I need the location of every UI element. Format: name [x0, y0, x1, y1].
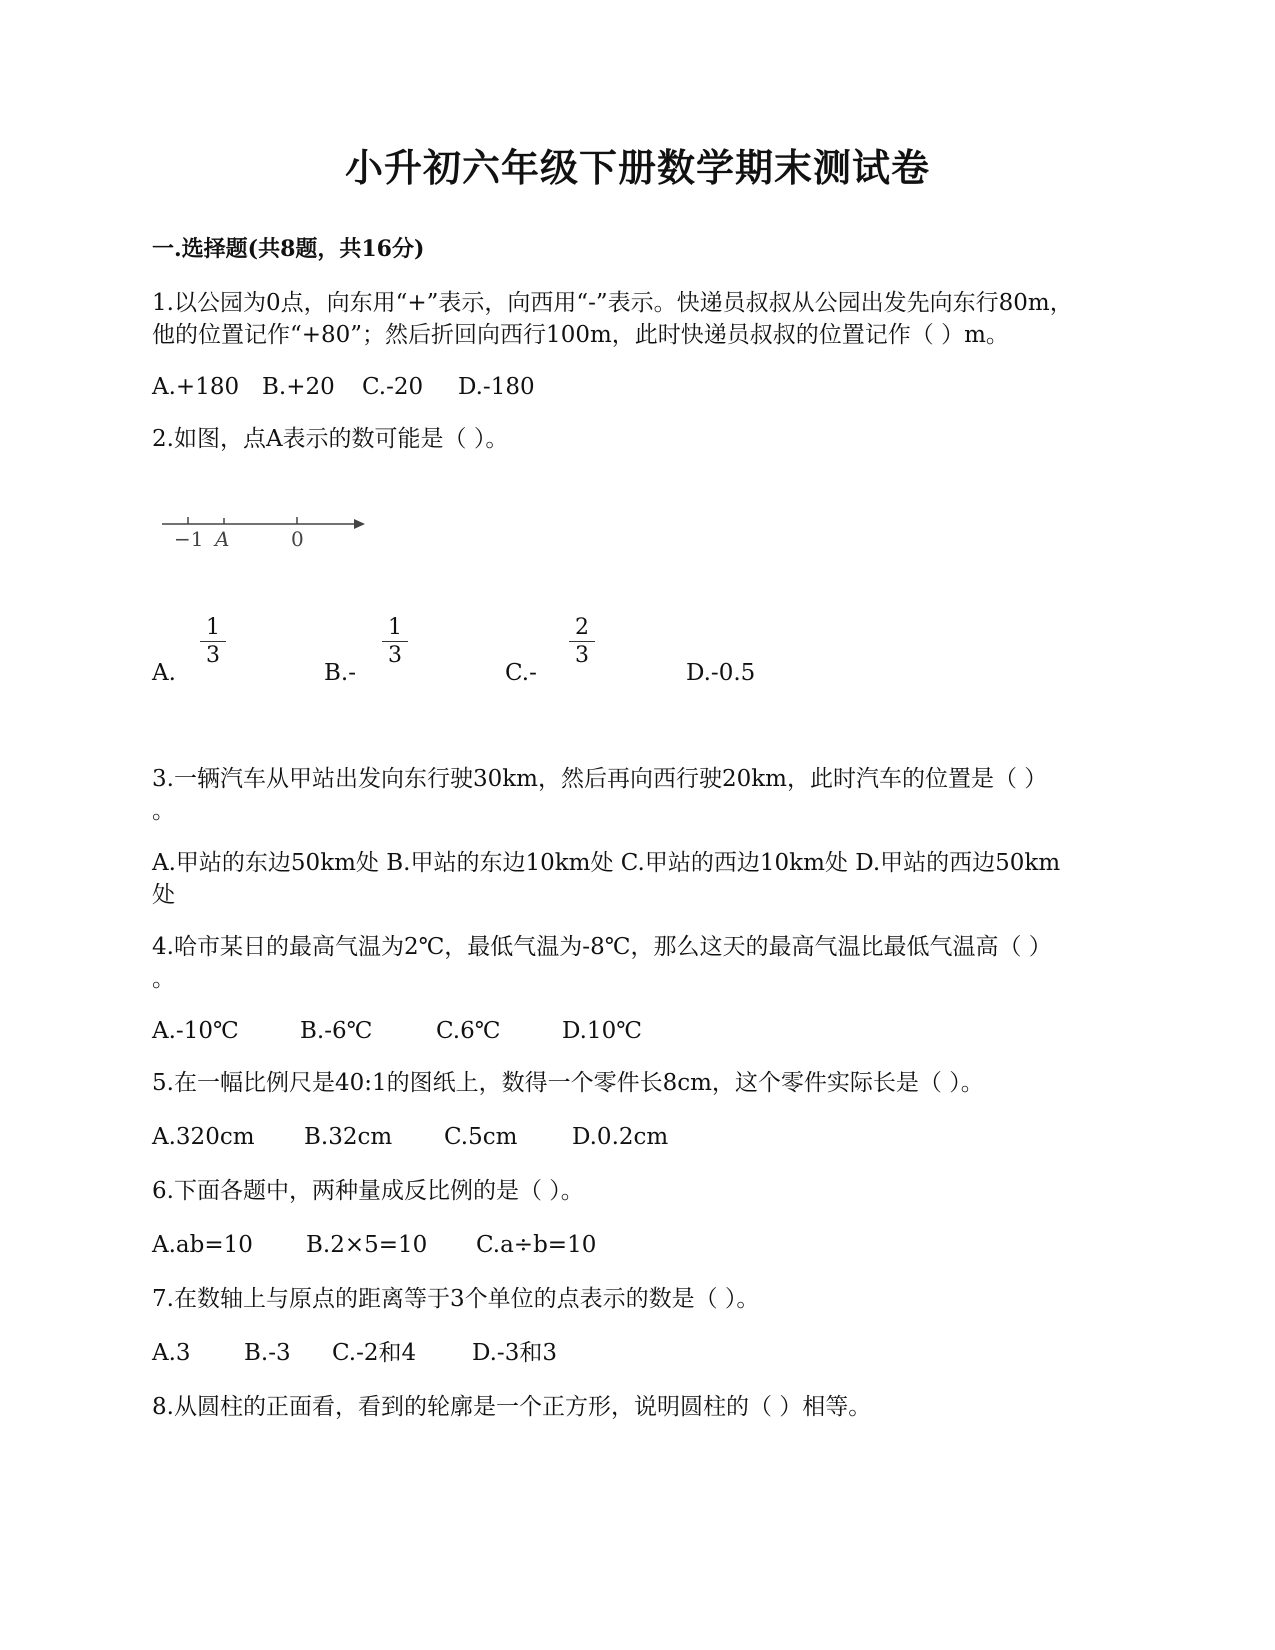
q1-options	[152, 372, 535, 402]
q2-option-a-fraction	[200, 617, 226, 667]
fraction-numerator: 2	[575, 615, 589, 640]
q3-options-line1: A.甲站的东边50km处 B.甲站的东边10km处 C.甲站的西边10km处 D.甲站的西边50km	[152, 850, 1061, 876]
q3-line2: 。	[152, 798, 175, 824]
q7-text: 7.在数轴上与原点的距离等于3个单位的点表示的数是（ ）。	[152, 1286, 760, 1312]
q2-option-d-label: D.-0.5	[686, 660, 756, 686]
q4-option-b: B.-6℃	[300, 1018, 373, 1044]
fraction-denominator: 3	[206, 643, 220, 668]
number-line-figure	[152, 512, 372, 552]
q7-option-b: B.-3	[244, 1340, 291, 1366]
q1-option-b: B.+20	[262, 374, 335, 400]
fraction-denominator: 3	[575, 643, 589, 668]
label-a: A	[215, 527, 230, 551]
q5-option-c: C.5cm	[444, 1124, 518, 1150]
q7-options	[152, 1338, 557, 1368]
section-heading: 一.选择题(共8题，共16分)	[152, 236, 425, 262]
q2-option-b-label: B.-	[324, 660, 356, 686]
q5-option-d: D.0.2cm	[572, 1124, 669, 1150]
q7-option-c: C.-2和4	[332, 1340, 417, 1366]
q6-text: 6.下面各题中，两种量成反比例的是（ ）。	[152, 1178, 584, 1204]
q8-text: 8.从圆柱的正面看，看到的轮廓是一个正方形，说明圆柱的（ ）相等。	[152, 1394, 872, 1420]
q6-option-a: A.ab=10	[152, 1232, 253, 1258]
arrow-right-icon	[354, 519, 365, 529]
fraction-bar	[382, 641, 408, 642]
q5-option-b: B.32cm	[304, 1124, 393, 1150]
q1-option-d: D.-180	[458, 374, 535, 400]
q1-line2: 他的位置记作“+80”；然后折回向西行100m，此时快递员叔叔的位置记作（ ）m。	[152, 322, 1009, 348]
q2-option-b-fraction	[382, 617, 408, 667]
q6-option-c: C.a÷b=10	[476, 1232, 597, 1258]
q4-line2: 。	[152, 966, 175, 992]
q4-line1: 4.哈市某日的最高气温为2℃，最低气温为-8℃，那么这天的最高气温比最低气温高（ ）	[152, 934, 1052, 960]
fraction-numerator: 1	[206, 615, 220, 640]
q4-options	[152, 1016, 642, 1046]
fraction-numerator: 1	[388, 615, 402, 640]
fraction-bar	[569, 641, 595, 642]
q4-option-d: D.10℃	[562, 1018, 642, 1044]
q2-option-a-label: A.	[152, 660, 176, 686]
q7-option-a: A.3	[152, 1340, 191, 1366]
q5-text: 5.在一幅比例尺是40:1的图纸上，数得一个零件长8cm，这个零件实际长是（ ）。	[152, 1070, 984, 1096]
q1-line1: 1.以公园为0点，向东用“+”表示，向西用“-”表示。快递员叔叔从公园出发先向东行80m，	[152, 290, 1073, 316]
q6-option-b: B.2×5=10	[306, 1232, 428, 1258]
q1-option-c: C.-20	[362, 374, 424, 400]
q5-option-a: A.320cm	[152, 1124, 255, 1150]
fraction-denominator: 3	[388, 643, 402, 668]
q3-options-line2: 处	[152, 882, 175, 908]
fraction-bar	[200, 641, 226, 642]
q2-option-c-fraction	[569, 617, 595, 667]
q2-option-c-label: C.-	[505, 660, 537, 686]
q2-text: 2.如图，点A表示的数可能是（ ）。	[152, 426, 509, 452]
label-minus1: −1	[174, 527, 204, 551]
q4-option-c: C.6℃	[436, 1018, 501, 1044]
q7-option-d: D.-3和3	[472, 1340, 557, 1366]
q5-options	[152, 1122, 668, 1152]
q1-option-a: A.+180	[152, 374, 240, 400]
q3-line1: 3.一辆汽车从甲站出发向东行驶30km，然后再向西行驶20km，此时汽车的位置是（ ）	[152, 766, 1048, 792]
page-title: 小升初六年级下册数学期末测试卷	[344, 145, 930, 190]
q6-options	[152, 1230, 596, 1260]
label-0: 0	[291, 527, 304, 551]
q4-option-a: A.-10℃	[152, 1018, 239, 1044]
